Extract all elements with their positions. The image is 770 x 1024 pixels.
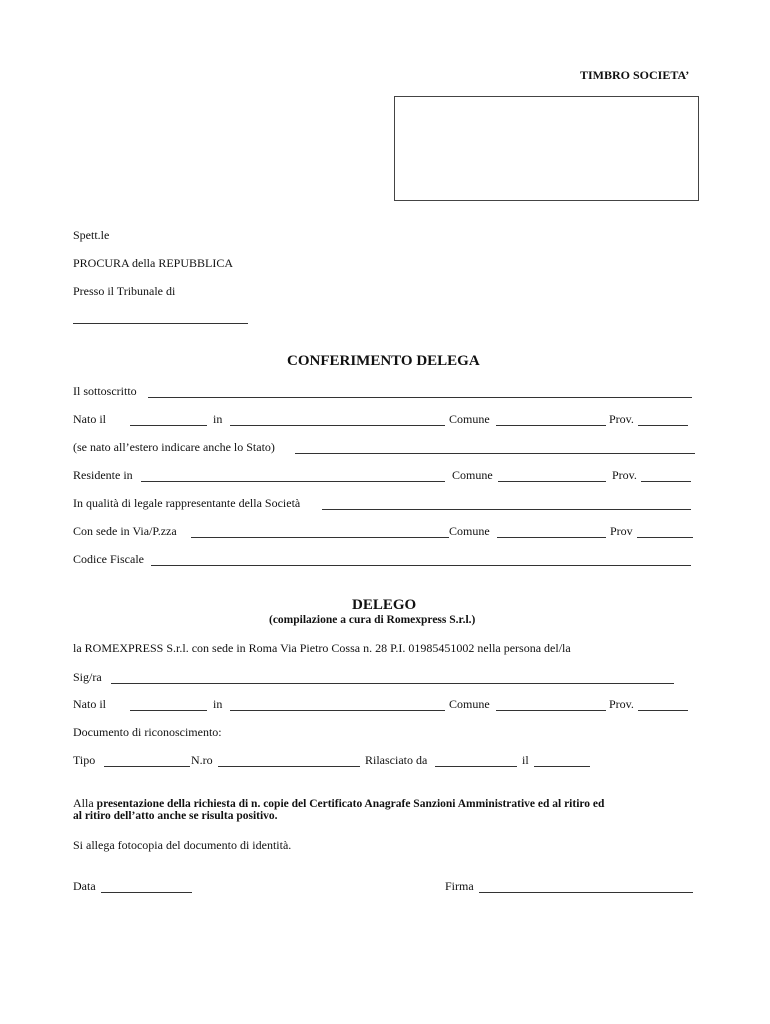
attach-note: Si allega fotocopia del documento di identità. [73,838,292,852]
undersigned-label: Il sottoscritto [73,384,137,398]
tipo-label: Tipo [73,753,96,767]
section-title-delega: CONFERIMENTO DELEGA [287,353,480,369]
sigra-label: Sig/ra [73,670,102,684]
recipient-greeting: Spett.le [73,228,110,242]
company-line: la ROMEXPRESS S.r.l. con sede in Roma Via Pietro Cossa n. 28 P.I. 01985451002 nella persona del/la [73,641,571,655]
id-doc-label: Documento di riconoscimento: [73,725,222,739]
born-label: Nato il [73,412,106,426]
birth-place-field[interactable] [230,425,445,426]
prov-label-3: Prov [610,524,633,538]
stamp-box [394,96,699,201]
delegate-birth-place-field[interactable] [230,710,445,711]
seat-prov-field[interactable] [637,537,693,538]
resident-label: Residente in [73,468,133,482]
comune-label: Comune [449,412,490,426]
abroad-label: (se nato all’estero indicare anche lo Stato) [73,440,275,454]
comune-label-3: Comune [449,524,490,538]
undersigned-field[interactable] [148,397,692,398]
in-label: in [213,412,223,426]
birth-date-field[interactable] [130,425,207,426]
tipo-field[interactable] [104,766,190,767]
seat-comune-field[interactable] [497,537,606,538]
delegate-comune-field[interactable] [496,710,606,711]
resident-comune-field[interactable] [498,481,606,482]
request-text-1: presentazione della richiesta di n. copie del Certificato Anagrafe Sanzioni Amministrative ed al ritiro ed [96,798,605,810]
recipient-office: PROCURA della REPUBBLICA [73,256,234,270]
seat-label: Con sede in Via/P.zza [73,524,177,538]
comune-field[interactable] [496,425,606,426]
prov-field[interactable] [638,425,688,426]
prov-label: Prov. [609,412,634,426]
signature-field[interactable] [479,892,693,893]
delegate-born-label: Nato il [73,697,106,711]
nro-label: N.ro [191,753,213,767]
seat-field[interactable] [191,537,449,538]
court-name-field[interactable] [73,323,248,324]
signature-label: Firma [445,879,474,893]
section-title-delego: DELEGO [352,597,417,613]
tax-code-label: Codice Fiscale [73,552,144,566]
resident-field[interactable] [141,481,445,482]
comune-label-2: Comune [452,468,493,482]
il-label: il [522,753,529,767]
tax-code-field[interactable] [151,565,691,566]
delegate-birth-date-field[interactable] [130,710,207,711]
date-label: Data [73,879,96,893]
recipient-court: Presso il Tribunale di [73,284,176,298]
stamp-label: TIMBRO SOCIETA’ [580,68,690,82]
prov-label-2: Prov. [612,468,637,482]
nro-field[interactable] [218,766,360,767]
issued-by-label: Rilasciato da [365,753,428,767]
delegate-prov-label: Prov. [609,697,634,711]
issue-date-field[interactable] [534,766,590,767]
date-field[interactable] [101,892,192,893]
legal-rep-label: In qualità di legale rappresentante della Società [73,496,301,510]
request-text-2: al ritiro dell’atto anche se risulta positivo. [73,810,278,822]
request-line-1 [73,796,604,811]
delegate-prov-field[interactable] [638,710,688,711]
request-alla: Alla [73,796,94,810]
abroad-state-field[interactable] [295,453,695,454]
company-field[interactable] [322,509,691,510]
delegate-name-field[interactable] [111,683,674,684]
delegate-in-label: in [213,697,223,711]
delegate-comune-label: Comune [449,697,490,711]
section-subtitle: (compilazione a cura di Romexpress S.r.l.) [269,614,476,626]
resident-prov-field[interactable] [641,481,691,482]
issued-by-field[interactable] [435,766,517,767]
